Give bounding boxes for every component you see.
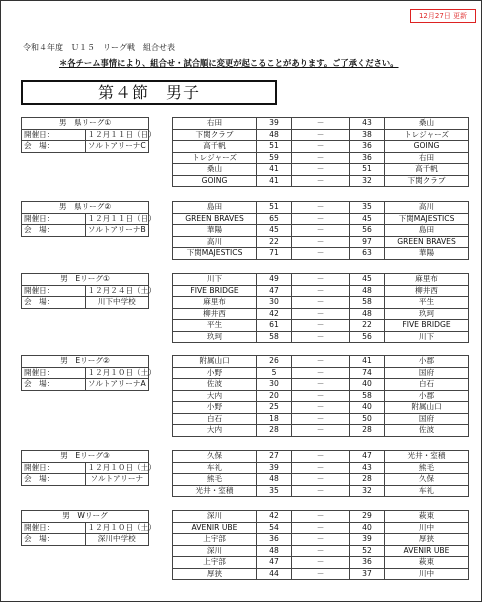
score-separator: － <box>292 485 350 497</box>
home-team: 桑山 <box>173 164 257 176</box>
score-separator: － <box>292 568 350 580</box>
away-team: 玖珂 <box>385 308 469 320</box>
away-team: 高川 <box>385 202 469 214</box>
home-score: 49 <box>257 274 292 286</box>
home-team: 佐波 <box>173 379 257 391</box>
away-team: 小郡 <box>385 356 469 368</box>
away-team: FIVE BRIDGE <box>385 320 469 332</box>
home-team: 厚狭 <box>173 568 257 580</box>
match-row <box>173 248 469 260</box>
venue-label: 会 場： <box>22 379 86 391</box>
away-team: 佐波 <box>385 425 469 437</box>
away-team: 附属山口 <box>385 402 469 414</box>
away-score: 28 <box>350 425 385 437</box>
home-team: 熊毛 <box>173 474 257 486</box>
home-score: 48 <box>257 545 292 557</box>
home-score: 5 <box>257 367 292 379</box>
league-venue: 川下中学校 <box>85 297 149 309</box>
score-separator: － <box>292 545 350 557</box>
home-team: 下関MAJESTICS <box>173 248 257 260</box>
league-date: １２月１１日（日） <box>85 129 149 141</box>
away-team: 国府 <box>385 413 469 425</box>
league-name: 男 Eリーグ② <box>22 356 149 368</box>
match-table <box>172 273 469 343</box>
score-separator: － <box>292 451 350 463</box>
home-score: 42 <box>257 511 292 523</box>
league-name: 男 県リーグ② <box>22 202 149 214</box>
away-team: 萩東 <box>385 557 469 569</box>
match-row <box>173 557 469 569</box>
score-separator: － <box>292 152 350 164</box>
home-score: 47 <box>257 557 292 569</box>
home-team: 上宇部 <box>173 557 257 569</box>
away-score: 45 <box>350 274 385 286</box>
match-row <box>173 175 469 187</box>
away-score: 40 <box>350 522 385 534</box>
league-info-table <box>21 117 156 153</box>
away-team: 川中 <box>385 522 469 534</box>
date-label: 開催日： <box>22 285 86 297</box>
match-row <box>173 118 469 130</box>
home-team: 右田 <box>173 118 257 130</box>
home-team: 高千帆 <box>173 141 257 153</box>
match-row <box>173 451 469 463</box>
home-score: 20 <box>257 390 292 402</box>
home-team: 白石 <box>173 413 257 425</box>
away-score: 32 <box>350 485 385 497</box>
home-score: 65 <box>257 213 292 225</box>
away-score: 45 <box>350 213 385 225</box>
score-separator: － <box>292 297 350 309</box>
away-score: 22 <box>350 320 385 332</box>
home-team: AVENIR UBE <box>173 522 257 534</box>
home-team: 下関クラブ <box>173 129 257 141</box>
venue-label: 会 場： <box>22 534 86 546</box>
score-separator: － <box>292 425 350 437</box>
match-row <box>173 522 469 534</box>
date-label: 開催日： <box>22 522 86 534</box>
away-score: 28 <box>350 474 385 486</box>
home-score: 48 <box>257 474 292 486</box>
score-separator: － <box>292 274 350 286</box>
away-team: 白石 <box>385 379 469 391</box>
update-date-badge: 12月27日 更新 <box>410 9 476 23</box>
away-team: 光井・室積 <box>385 451 469 463</box>
match-row <box>173 462 469 474</box>
home-team: 高川 <box>173 236 257 248</box>
away-team: 川中 <box>385 568 469 580</box>
home-team: 平生 <box>173 320 257 332</box>
away-team: トレジャーズ <box>385 129 469 141</box>
away-team: 右田 <box>385 152 469 164</box>
score-separator: － <box>292 285 350 297</box>
score-separator: － <box>292 164 350 176</box>
score-separator: － <box>292 534 350 546</box>
home-team: 大内 <box>173 425 257 437</box>
score-separator: － <box>292 462 350 474</box>
away-score: 43 <box>350 118 385 130</box>
home-score: 36 <box>257 534 292 546</box>
home-team: GOING <box>173 175 257 187</box>
away-team: 桑山 <box>385 118 469 130</box>
notice-text: ＊各チーム事情により、組合せ・試合順に変更が起こることがあります。ご了承ください。 <box>59 58 399 68</box>
match-row <box>173 236 469 248</box>
away-team: 平生 <box>385 297 469 309</box>
match-table <box>172 450 469 497</box>
home-team: 大内 <box>173 390 257 402</box>
home-score: 44 <box>257 568 292 580</box>
league-date: １２月１１日（日） <box>85 213 149 225</box>
away-team: 下関クラブ <box>385 175 469 187</box>
league-info-table <box>21 273 156 309</box>
league-info-table <box>21 510 156 546</box>
away-team: 久保 <box>385 474 469 486</box>
home-score: 54 <box>257 522 292 534</box>
league-info-table <box>21 450 156 486</box>
away-score: 58 <box>350 390 385 402</box>
league-venue: ソルトアリーナC <box>85 141 149 153</box>
away-score: 56 <box>350 225 385 237</box>
home-score: 41 <box>257 164 292 176</box>
score-separator: － <box>292 413 350 425</box>
away-team: 国府 <box>385 367 469 379</box>
away-score: 40 <box>350 402 385 414</box>
match-table <box>172 510 469 580</box>
away-score: 41 <box>350 356 385 368</box>
away-team: 小郡 <box>385 390 469 402</box>
venue-label: 会 場： <box>22 297 86 309</box>
score-separator: － <box>292 474 350 486</box>
match-row <box>173 164 469 176</box>
date-label: 開催日： <box>22 213 86 225</box>
match-row <box>173 534 469 546</box>
score-separator: － <box>292 356 350 368</box>
home-score: 71 <box>257 248 292 260</box>
score-separator: － <box>292 402 350 414</box>
away-score: 36 <box>350 152 385 164</box>
away-team: 车礼 <box>385 485 469 497</box>
match-row <box>173 213 469 225</box>
venue-label: 会 場： <box>22 141 86 153</box>
league-venue: ソルトアリーナ <box>85 474 149 486</box>
score-separator: － <box>292 557 350 569</box>
league-date: １２月２４日（土） <box>85 285 149 297</box>
home-score: 51 <box>257 141 292 153</box>
away-team: 華陽 <box>385 248 469 260</box>
venue-label: 会 場： <box>22 225 86 237</box>
away-score: 97 <box>350 236 385 248</box>
home-score: 45 <box>257 225 292 237</box>
match-row <box>173 511 469 523</box>
score-separator: － <box>292 225 350 237</box>
home-team: 小野 <box>173 367 257 379</box>
league-name: 男 県リーグ① <box>22 118 149 130</box>
home-team: 玖珂 <box>173 331 257 343</box>
home-team: 光井・室積 <box>173 485 257 497</box>
match-row <box>173 485 469 497</box>
score-separator: － <box>292 390 350 402</box>
away-score: 63 <box>350 248 385 260</box>
away-score: 58 <box>350 297 385 309</box>
score-separator: － <box>292 320 350 332</box>
home-score: 39 <box>257 462 292 474</box>
score-separator: － <box>292 213 350 225</box>
home-team: 柳井西 <box>173 308 257 320</box>
home-team: トレジャーズ <box>173 152 257 164</box>
match-table <box>172 117 469 187</box>
home-team: 麻里布 <box>173 297 257 309</box>
score-separator: － <box>292 308 350 320</box>
match-row <box>173 141 469 153</box>
league-date: １２月１０日（土） <box>85 462 149 474</box>
away-score: 35 <box>350 202 385 214</box>
round-title: 第４節 男子 <box>21 80 277 105</box>
league-name: 男 Eリーグ③ <box>22 451 149 463</box>
away-score: 37 <box>350 568 385 580</box>
match-row <box>173 308 469 320</box>
home-team: 深川 <box>173 511 257 523</box>
match-row <box>173 413 469 425</box>
home-team: 島田 <box>173 202 257 214</box>
home-score: 47 <box>257 285 292 297</box>
match-row <box>173 274 469 286</box>
home-score: 58 <box>257 331 292 343</box>
away-score: 29 <box>350 511 385 523</box>
league-venue: ソルトアリーナB <box>85 225 149 237</box>
match-row <box>173 152 469 164</box>
home-team: FIVE BRIDGE <box>173 285 257 297</box>
away-team: 萩東 <box>385 511 469 523</box>
away-score: 56 <box>350 331 385 343</box>
home-score: 59 <box>257 152 292 164</box>
league-name: 男 Eリーグ① <box>22 274 149 286</box>
match-row <box>173 474 469 486</box>
score-separator: － <box>292 118 350 130</box>
score-separator: － <box>292 129 350 141</box>
away-team: 柳井西 <box>385 285 469 297</box>
home-team: GREEN BRAVES <box>173 213 257 225</box>
away-score: 74 <box>350 367 385 379</box>
home-score: 48 <box>257 129 292 141</box>
away-score: 36 <box>350 557 385 569</box>
league-name: 男 Wリーグ <box>22 511 149 523</box>
away-team: 麻里布 <box>385 274 469 286</box>
score-separator: － <box>292 175 350 187</box>
home-team: 小野 <box>173 402 257 414</box>
away-score: 32 <box>350 175 385 187</box>
match-row <box>173 545 469 557</box>
home-score: 27 <box>257 451 292 463</box>
league-venue: ソルトアリーナA <box>85 379 149 391</box>
home-score: 26 <box>257 356 292 368</box>
home-score: 22 <box>257 236 292 248</box>
score-separator: － <box>292 367 350 379</box>
league-date: １２月１０日（土） <box>85 367 149 379</box>
home-score: 25 <box>257 402 292 414</box>
away-score: 47 <box>350 451 385 463</box>
away-score: 52 <box>350 545 385 557</box>
away-team: 下関MAJESTICS <box>385 213 469 225</box>
match-row <box>173 225 469 237</box>
away-score: 38 <box>350 129 385 141</box>
match-row <box>173 356 469 368</box>
league-date: １２月１０日（土） <box>85 522 149 534</box>
match-row <box>173 425 469 437</box>
match-row <box>173 379 469 391</box>
match-row <box>173 320 469 332</box>
away-score: 51 <box>350 164 385 176</box>
home-score: 51 <box>257 202 292 214</box>
home-team: 深川 <box>173 545 257 557</box>
away-team: AVENIR UBE <box>385 545 469 557</box>
home-team: 附属山口 <box>173 356 257 368</box>
league-info-table <box>21 201 156 237</box>
home-team: 久保 <box>173 451 257 463</box>
date-label: 開催日： <box>22 462 86 474</box>
away-score: 48 <box>350 308 385 320</box>
match-row <box>173 402 469 414</box>
home-team: 華陽 <box>173 225 257 237</box>
match-row <box>173 568 469 580</box>
away-team: 熊毛 <box>385 462 469 474</box>
away-score: 48 <box>350 285 385 297</box>
away-team: 高千帆 <box>385 164 469 176</box>
league-info-table <box>21 355 156 391</box>
match-row <box>173 367 469 379</box>
match-table <box>172 201 469 260</box>
away-team: 川下 <box>385 331 469 343</box>
match-row <box>173 297 469 309</box>
home-score: 41 <box>257 175 292 187</box>
away-score: 43 <box>350 462 385 474</box>
score-separator: － <box>292 236 350 248</box>
date-label: 開催日： <box>22 129 86 141</box>
score-separator: － <box>292 248 350 260</box>
away-team: 島田 <box>385 225 469 237</box>
match-row <box>173 331 469 343</box>
home-score: 39 <box>257 118 292 130</box>
home-score: 35 <box>257 485 292 497</box>
venue-label: 会 場： <box>22 474 86 486</box>
score-separator: － <box>292 522 350 534</box>
away-score: 40 <box>350 379 385 391</box>
away-team: 厚狭 <box>385 534 469 546</box>
home-team: 上宇部 <box>173 534 257 546</box>
score-separator: － <box>292 379 350 391</box>
score-separator: － <box>292 511 350 523</box>
away-team: GREEN BRAVES <box>385 236 469 248</box>
home-team: 川下 <box>173 274 257 286</box>
away-score: 39 <box>350 534 385 546</box>
date-label: 開催日： <box>22 367 86 379</box>
home-score: 18 <box>257 413 292 425</box>
match-row <box>173 202 469 214</box>
home-score: 28 <box>257 425 292 437</box>
home-team: 车礼 <box>173 462 257 474</box>
home-score: 42 <box>257 308 292 320</box>
home-score: 61 <box>257 320 292 332</box>
away-score: 50 <box>350 413 385 425</box>
away-score: 36 <box>350 141 385 153</box>
match-row <box>173 390 469 402</box>
home-score: 30 <box>257 379 292 391</box>
score-separator: － <box>292 202 350 214</box>
season-title: 令和４年度 Ｕ１５ リーグ戦 組合せ表 <box>23 43 175 52</box>
match-row <box>173 129 469 141</box>
score-separator: － <box>292 141 350 153</box>
home-score: 30 <box>257 297 292 309</box>
league-venue: 深川中学校 <box>85 534 149 546</box>
away-team: GOING <box>385 141 469 153</box>
score-separator: － <box>292 331 350 343</box>
match-row <box>173 285 469 297</box>
match-table <box>172 355 469 437</box>
